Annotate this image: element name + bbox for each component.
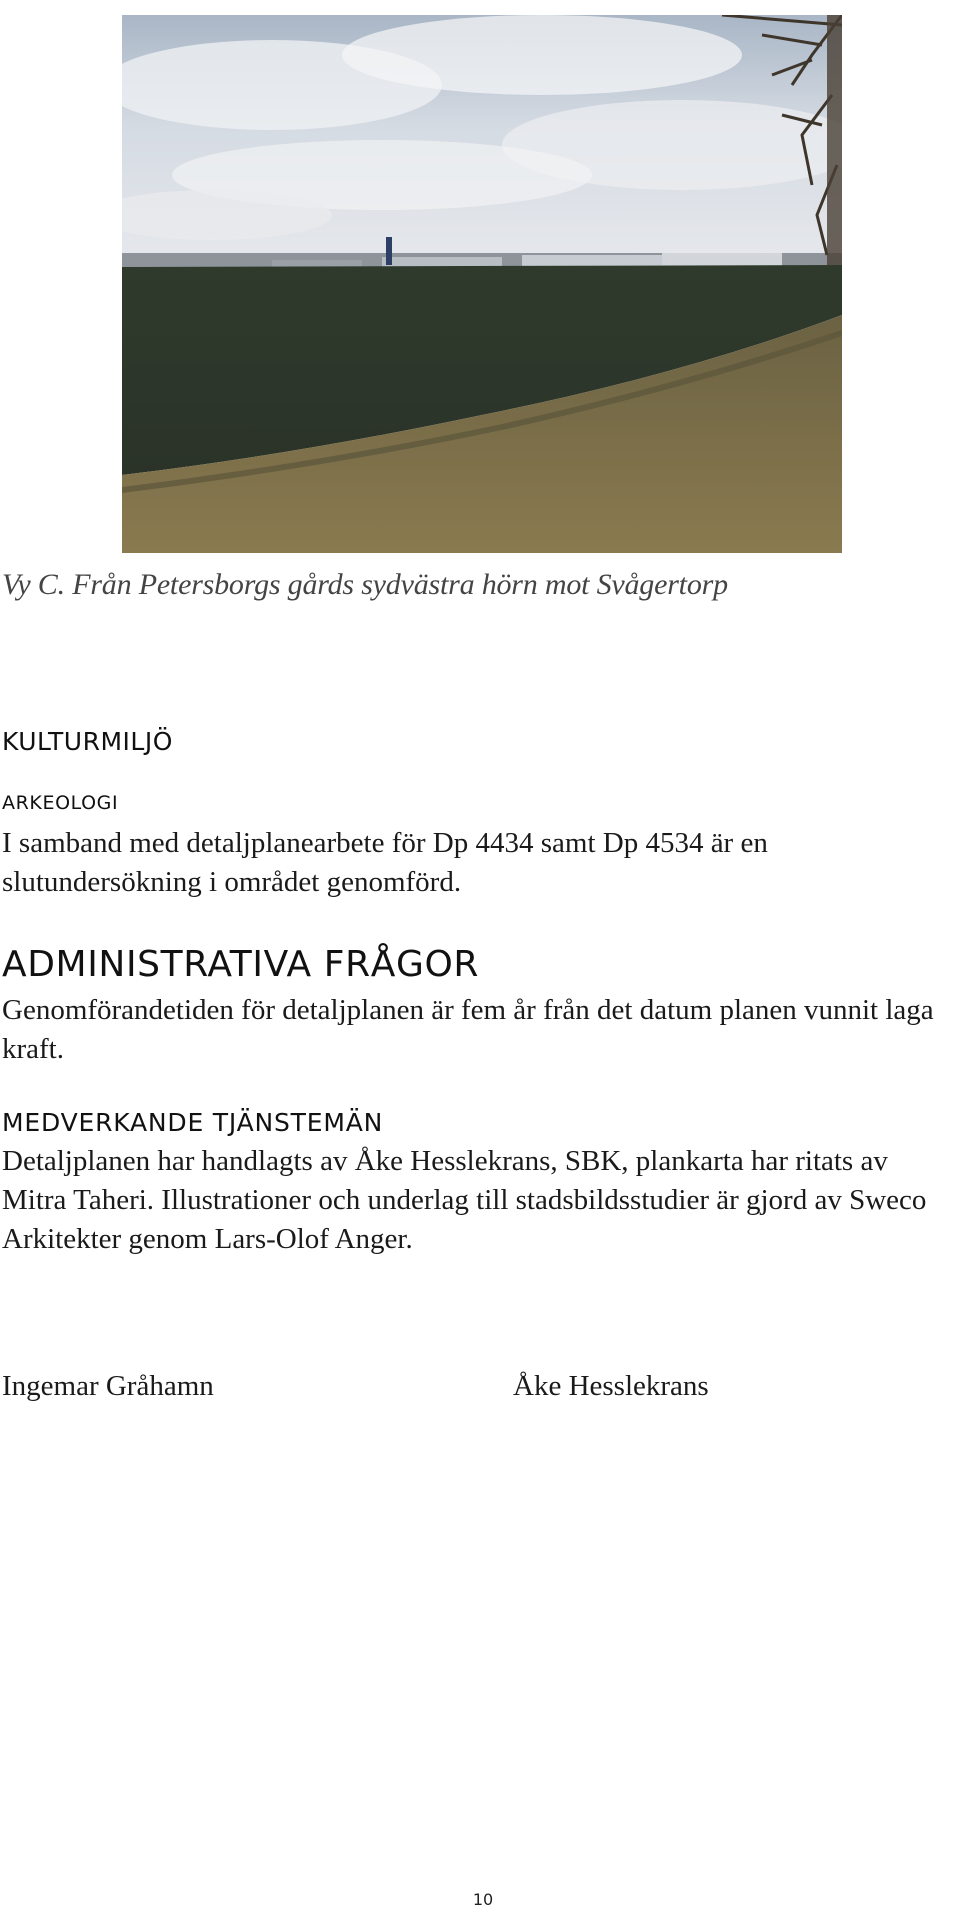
- photo-caption: Vy C. Från Petersborgs gårds sydvästra hörn mot Svågertorp: [2, 568, 728, 601]
- landscape-photo-icon: [122, 15, 842, 553]
- paragraph-administrativa-fragor: Genomförandetiden för detaljplanen är fem år från det datum planen vunnit laga kraft.: [2, 994, 934, 1065]
- signature-name-1: Ingemar Gråhamn: [2, 1370, 214, 1402]
- page-number: 10: [472, 1890, 494, 1909]
- landscape-photo: [122, 15, 842, 553]
- paragraph-arkeologi: I samband med detaljplanearbete för Dp 4434 samt Dp 4534 är en slutundersökning i området genomförd.: [2, 827, 768, 898]
- heading-kulturmiljo: KULTURMILJÖ: [2, 727, 173, 756]
- paragraph-medverkande-tjanstemaen: Detaljplanen har handlagts av Åke Hesslekrans, SBK, plankarta har ritats av Mitra Taheri. Illustrationer och underlag till stadsbildsstudier är gjord av Sweco Arkitekter genom Lars-Olof Anger.: [2, 1145, 927, 1255]
- heading-medverkande-tjanstemaen: MEDVERKANDE TJÄNSTEMÄN: [2, 1108, 384, 1137]
- signature-name-2: Åke Hesslekrans: [513, 1370, 709, 1402]
- heading-administrativa-fragor: ADMINISTRATIVA FRÅGOR: [2, 944, 479, 985]
- heading-arkeologi: ARKEOLOGI: [2, 792, 119, 814]
